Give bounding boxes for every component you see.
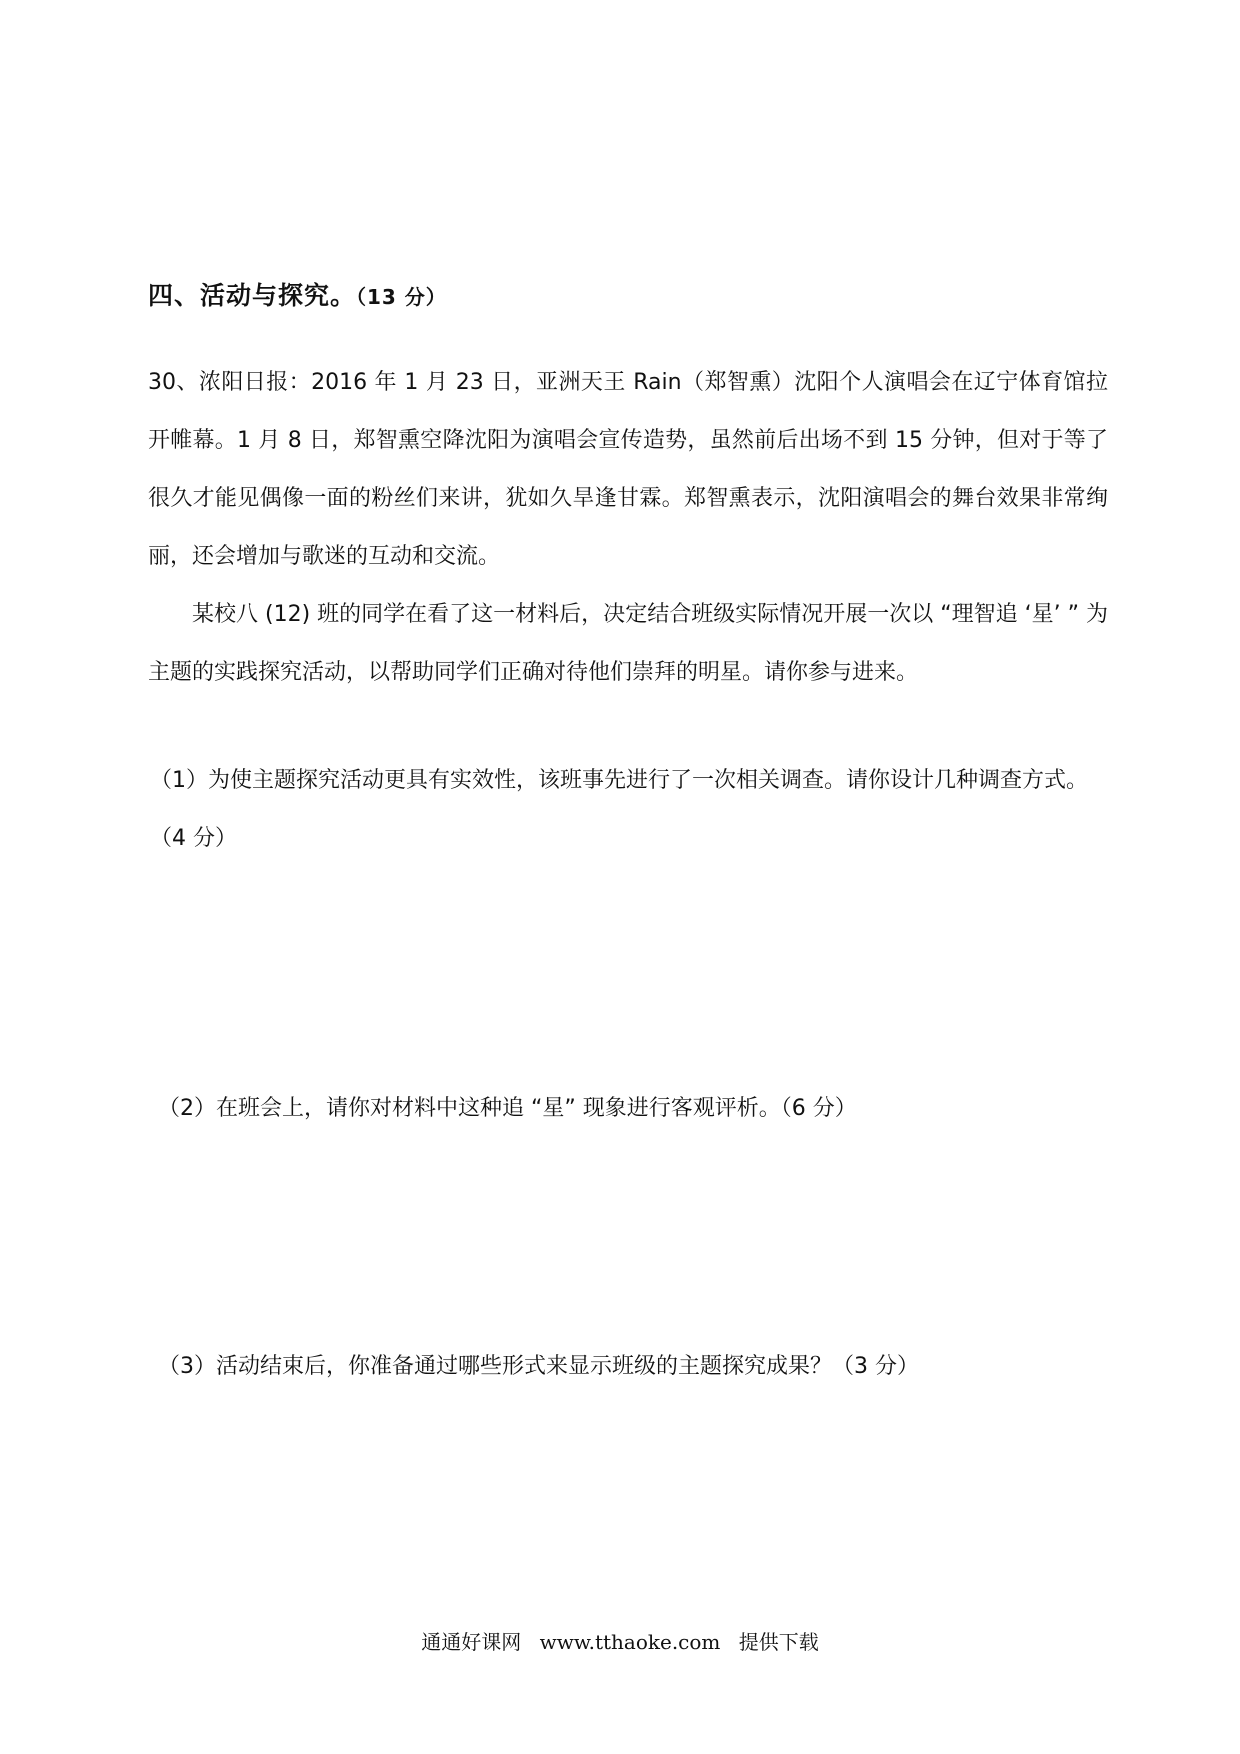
- material-paragraph-2: 某校八 (12) 班的同学在看了这一材料后，决定结合班级实际情况开展一次以 “理智追 ‘星’ ” 为主题的实践探究活动，以帮助同学们正确对待他们崇拜的明星。请你参与进来。: [148, 602, 1108, 685]
- question-3: （3）活动结束后，你准备通过哪些形式来显示班级的主题探究成果？（3 分）: [158, 1354, 919, 1379]
- material-paragraph-1: 30、浓阳日报：2016 年 1 月 23 日，亚洲天王 Rain（郑智熏）沈阳个人演唱会在辽宁体育馆拉开帷幕。1 月 8 日，郑智熏空降沈阳为演唱会宣传造势，虽然前后出场不到 15 分钟，但对于等了很久才能见偶像一面的粉丝们来讲，犹如久旱逢甘霖。郑智熏表示，沈阳演唱会的舞台效果非常绚丽，还会增加与歌迷的互动和交流。: [148, 370, 1108, 569]
- footer-note: 提供下载: [738, 1630, 819, 1654]
- section-score: （13 分）: [356, 285, 447, 309]
- footer-url[interactable]: www.tthaoke.com: [539, 1630, 721, 1654]
- section-title-text: 四、活动与探究。: [148, 281, 357, 310]
- footer-site-name: 通通好课网: [421, 1630, 522, 1654]
- question-2: （2）在班会上，请你对材料中这种追 “星” 现象进行客观评析。（6 分）: [158, 1096, 857, 1121]
- section-heading: [148, 276, 447, 312]
- page-footer: [0, 1626, 1240, 1655]
- question-1: （1）为使主题探究活动更具有实效性，该班事先进行了一次相关调查。请你设计几种调查方式。（4 分）: [150, 768, 1089, 851]
